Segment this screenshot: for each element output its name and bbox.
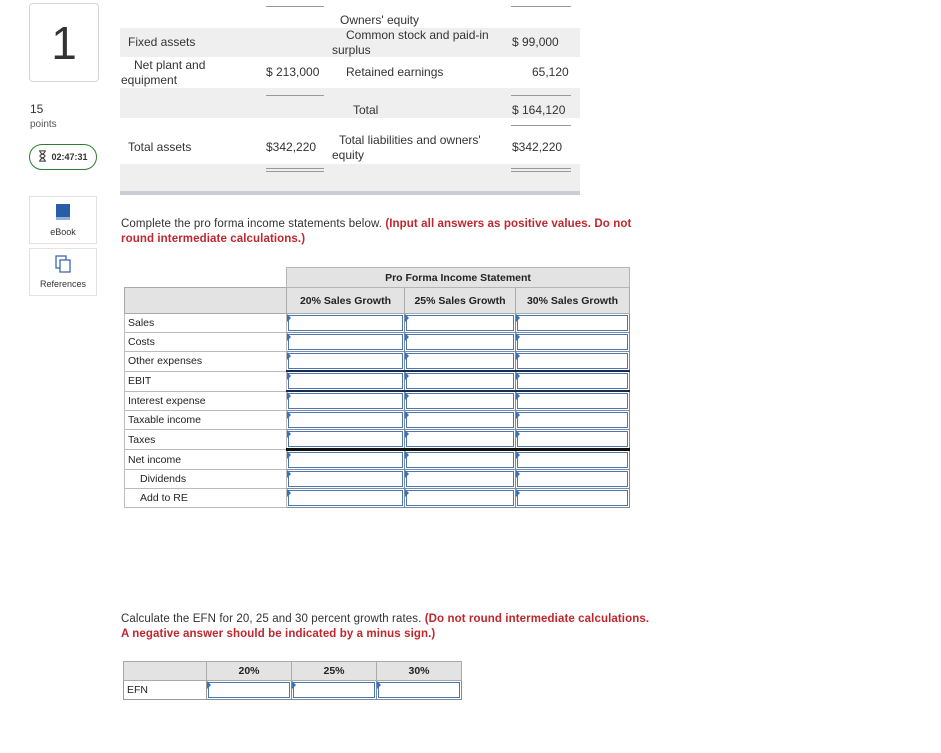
total-equity-label: Total (353, 103, 379, 117)
references-label: References (39, 279, 87, 289)
input-20-growth[interactable] (287, 470, 405, 489)
input-25-growth[interactable] (405, 489, 516, 508)
row-label: EBIT (125, 371, 287, 391)
input-30-growth[interactable] (516, 450, 630, 470)
col-header-25: 25% Sales Growth (405, 288, 516, 314)
references-button[interactable] (29, 248, 97, 296)
input-30-growth[interactable] (516, 391, 630, 411)
underline (511, 125, 571, 126)
balance-sheet (120, 0, 580, 196)
instructions-proforma (121, 217, 651, 247)
underline (511, 6, 571, 7)
instructions-efn (121, 612, 651, 642)
input-30-growth[interactable] (516, 470, 630, 489)
instructions-note: (Input all answers as positive values. Do not round intermediate calculations.) (121, 218, 632, 245)
efn-input-30[interactable] (377, 681, 462, 700)
input-25-growth[interactable] (405, 352, 516, 372)
input-25-growth[interactable] (405, 371, 516, 391)
fixed-assets-label: Fixed assets (128, 35, 196, 49)
row-label: Add to RE (125, 489, 287, 508)
proforma-table (124, 267, 630, 508)
input-30-growth[interactable] (516, 352, 630, 372)
total-equity-value: $ 164,120 (512, 103, 566, 117)
row-label: Sales (125, 314, 287, 333)
ebook-button[interactable] (29, 196, 97, 244)
row-label: Other expenses (125, 352, 287, 372)
instructions-note: (Do not round intermediate calculations. A negative answer should be indicated by a minus sign.) (121, 613, 650, 640)
row-label: Net income (125, 450, 287, 470)
table-bottom-bar (120, 191, 580, 195)
table-row (125, 371, 630, 391)
row-label: Dividends (125, 470, 287, 489)
ebook-label: eBook (50, 227, 76, 237)
total-assets-value: $342,220 (266, 140, 317, 154)
corner-cell (125, 268, 287, 288)
input-20-growth[interactable] (287, 450, 405, 470)
input-25-growth[interactable] (405, 391, 516, 411)
table-row (125, 314, 630, 333)
documents-icon (55, 255, 71, 279)
input-30-growth[interactable] (516, 333, 630, 352)
underline (266, 95, 324, 96)
efn-col-30: 30% (377, 662, 462, 681)
input-20-growth[interactable] (287, 489, 405, 508)
double-underline (266, 168, 324, 172)
input-20-growth[interactable] (287, 371, 405, 391)
efn-input-25[interactable] (292, 681, 377, 700)
input-30-growth[interactable] (516, 489, 630, 508)
table-row (125, 450, 630, 470)
table-row (125, 391, 630, 411)
input-20-growth[interactable] (287, 430, 405, 450)
row-label: Taxable income (125, 411, 287, 430)
input-20-growth[interactable] (287, 314, 405, 333)
input-30-growth[interactable] (516, 314, 630, 333)
row-label: Costs (125, 333, 287, 352)
common-stock-label-2: surplus (332, 43, 371, 57)
points-label: points (30, 119, 57, 130)
efn-table (123, 661, 462, 700)
input-25-growth[interactable] (405, 411, 516, 430)
double-underline (511, 168, 571, 172)
input-20-growth[interactable] (287, 411, 405, 430)
net-plant-label-2: equipment (121, 73, 178, 87)
efn-col-20: 20% (207, 662, 292, 681)
input-30-growth[interactable] (516, 430, 630, 450)
total-liab-label: Total liabilities and owners' (339, 133, 481, 147)
label-header (125, 288, 287, 314)
question-number[interactable]: 1 (29, 3, 99, 82)
input-25-growth[interactable] (405, 470, 516, 489)
input-30-growth[interactable] (516, 411, 630, 430)
table-row (125, 352, 630, 372)
total-assets-label: Total assets (128, 140, 192, 154)
table-row (125, 430, 630, 450)
hourglass-icon (38, 150, 47, 164)
table-row (125, 470, 630, 489)
net-plant-value: $ 213,000 (266, 65, 320, 79)
common-stock-label: Common stock and paid-in (346, 28, 489, 42)
efn-input-20[interactable] (207, 681, 292, 700)
table-row (124, 681, 462, 700)
input-20-growth[interactable] (287, 333, 405, 352)
input-20-growth[interactable] (287, 352, 405, 372)
book-icon (55, 203, 71, 227)
instructions-text: Complete the pro forma income statements below. (121, 218, 383, 230)
points-value: 15 (30, 102, 44, 116)
net-plant-label: Net plant and (134, 58, 206, 72)
col-header-30: 30% Sales Growth (516, 288, 630, 314)
timer[interactable] (29, 144, 97, 170)
row-band (120, 88, 580, 118)
input-25-growth[interactable] (405, 430, 516, 450)
underline (511, 95, 571, 96)
input-30-growth[interactable] (516, 371, 630, 391)
proforma-title: Pro Forma Income Statement (287, 268, 630, 288)
input-25-growth[interactable] (405, 314, 516, 333)
retained-earnings-label: Retained earnings (346, 65, 444, 79)
row-label: Interest expense (125, 391, 287, 411)
table-row (125, 411, 630, 430)
row-label: Taxes (125, 430, 287, 450)
total-liab-label-2: equity (332, 148, 365, 162)
underline (266, 6, 324, 7)
total-liab-value: $342,220 (512, 140, 563, 154)
timer-text: 02:47:31 (51, 152, 88, 162)
input-25-growth[interactable] (405, 333, 516, 352)
owners-equity-label: Owners' equity (340, 13, 419, 27)
efn-col-25: 25% (292, 662, 377, 681)
efn-corner (124, 662, 207, 681)
common-stock-value: $ 99,000 (512, 35, 559, 49)
input-20-growth[interactable] (287, 391, 405, 411)
table-row (125, 489, 630, 508)
instructions-text: Calculate the EFN for 20, 25 and 30 percent growth rates. (121, 613, 422, 625)
col-header-20: 20% Sales Growth (287, 288, 405, 314)
table-row (125, 333, 630, 352)
input-25-growth[interactable] (405, 450, 516, 470)
retained-earnings-value: 65,120 (532, 65, 569, 79)
efn-row-label: EFN (124, 681, 207, 700)
